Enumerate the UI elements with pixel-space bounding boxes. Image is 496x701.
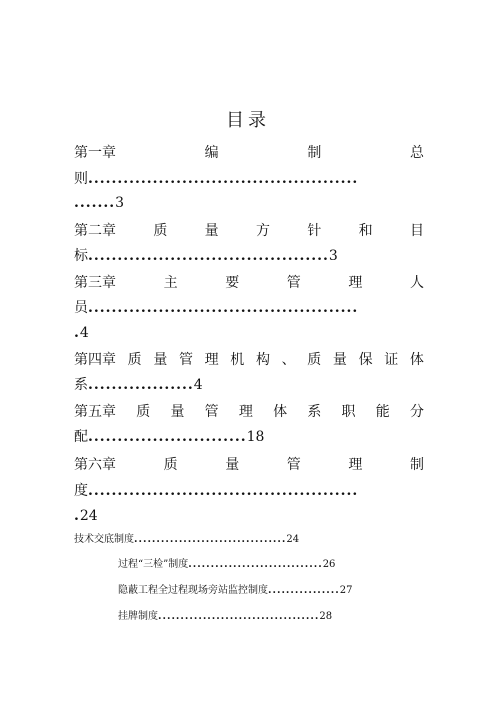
toc-entry-2-line2 [74, 243, 424, 269]
leader-dots: .................. [88, 377, 194, 393]
chapter-char: 主 [163, 275, 178, 291]
leader-dots: . [74, 508, 80, 524]
chapter-char: 方 [255, 223, 270, 239]
chapter-char: 量 [153, 352, 168, 368]
toc-entry-6-line2 [74, 478, 424, 504]
chapter-char: 分 [409, 404, 424, 420]
chapter-char: 针 [307, 223, 322, 239]
chapter-tail: 系 [74, 377, 88, 393]
toc-sub-entry-1 [74, 532, 299, 548]
page-number: 4 [193, 377, 203, 393]
page-number: 3 [115, 195, 125, 211]
chapter-tail: 标 [74, 248, 88, 264]
chapter-char: 管 [204, 404, 219, 420]
chapter-char: 制 [409, 457, 424, 473]
toc-entry-5-line1 [74, 399, 424, 425]
sub-label: 挂牌制度 [118, 611, 158, 622]
chapter-char: 理 [348, 457, 363, 473]
leader-dots: . [74, 325, 80, 341]
chapter-char: 质 [307, 352, 322, 368]
chapter-tail: 员 [74, 300, 88, 316]
chapter-char: 和 [358, 223, 373, 239]
chapter-char: 构 [255, 352, 270, 368]
toc-sub-entry-3 [118, 583, 352, 599]
chapter-char: 编 [204, 145, 219, 161]
chapter-label: 第四章 [74, 352, 116, 368]
page-number: 4 [79, 325, 89, 341]
leader-dots: ........................... [88, 429, 247, 445]
chapter-char: 系 [307, 404, 322, 420]
toc-entry-6-line3 [74, 503, 424, 529]
chapter-char: 职 [341, 404, 356, 420]
chapter-char: 总 [409, 145, 424, 161]
toc-entry-1-line3 [74, 190, 424, 216]
chapter-char: 质 [136, 404, 151, 420]
leader-dots: .................................. [134, 534, 287, 545]
leader-dots: ....... [74, 195, 116, 211]
chapter-char: 管 [178, 352, 193, 368]
chapter-char: 质 [127, 352, 142, 368]
toc-entry-3-line3 [74, 320, 424, 346]
page-number: 24 [286, 534, 300, 545]
page-number: 27 [339, 585, 353, 596]
toc-entry-1-line1 [74, 140, 424, 166]
chapter-label: 第一章 [74, 145, 116, 161]
chapter-char: 保 [358, 352, 373, 368]
chapter-char: 目 [409, 223, 424, 239]
chapter-char: 理 [348, 275, 363, 291]
toc-entry-5-line2 [74, 424, 424, 450]
page-number: 24 [79, 508, 98, 524]
chapter-char: 体 [273, 404, 288, 420]
sub-label: 过程“三检”制度 [118, 559, 189, 570]
chapter-char: 要 [225, 275, 240, 291]
page-number: 26 [322, 559, 336, 570]
leader-dots: ......................................... [88, 248, 329, 264]
chapter-tail: 则 [74, 171, 88, 187]
leader-dots: .............................................. [88, 300, 359, 316]
toc-entry-4-line1 [74, 347, 424, 373]
leader-dots: ................ [268, 585, 340, 596]
chapter-char: 量 [170, 404, 185, 420]
toc-entry-2-line1 [74, 218, 424, 244]
toc-title: 目录 [226, 110, 270, 131]
chapter-char: 制 [307, 145, 322, 161]
toc-entry-1-line2 [74, 166, 424, 192]
chapter-tail: 度 [74, 483, 88, 499]
toc-sub-entry-4 [118, 609, 332, 625]
leader-dots: .............................................. [88, 483, 359, 499]
chapter-char: 、 [281, 352, 296, 368]
chapter-char: 证 [384, 352, 399, 368]
page-number: 3 [328, 248, 338, 264]
toc-entry-3-line1 [74, 270, 424, 296]
page-number: 18 [246, 429, 265, 445]
chapter-char: 机 [230, 352, 245, 368]
chapter-char: 管 [286, 275, 301, 291]
leader-dots: .............................. [188, 559, 323, 570]
sub-label: 隐蔽工程全过程现场旁站监控制度 [118, 585, 268, 596]
chapter-char: 量 [225, 457, 240, 473]
sub-label: 技术交底制度 [74, 534, 134, 545]
chapter-label: 第三章 [74, 275, 116, 291]
chapter-char: 体 [409, 352, 424, 368]
chapter-char: 质 [163, 457, 178, 473]
chapter-tail: 配 [74, 429, 88, 445]
leader-dots: .............................................. [88, 171, 359, 187]
chapter-char: 理 [238, 404, 253, 420]
chapter-char: 质 [153, 223, 168, 239]
toc-sub-entry-2 [118, 557, 335, 573]
toc-entry-3-line2 [74, 295, 424, 321]
page-number: 28 [319, 611, 333, 622]
chapter-char: 人 [409, 275, 424, 291]
chapter-label: 第六章 [74, 457, 116, 473]
chapter-char: 能 [375, 404, 390, 420]
chapter-char: 量 [332, 352, 347, 368]
toc-entry-4-line2 [74, 372, 424, 398]
chapter-label: 第二章 [74, 223, 116, 239]
chapter-char: 量 [204, 223, 219, 239]
leader-dots: .................................... [158, 611, 320, 622]
toc-entry-6-line1 [74, 452, 424, 478]
chapter-char: 管 [286, 457, 301, 473]
chapter-label: 第五章 [74, 404, 116, 420]
chapter-char: 理 [204, 352, 219, 368]
